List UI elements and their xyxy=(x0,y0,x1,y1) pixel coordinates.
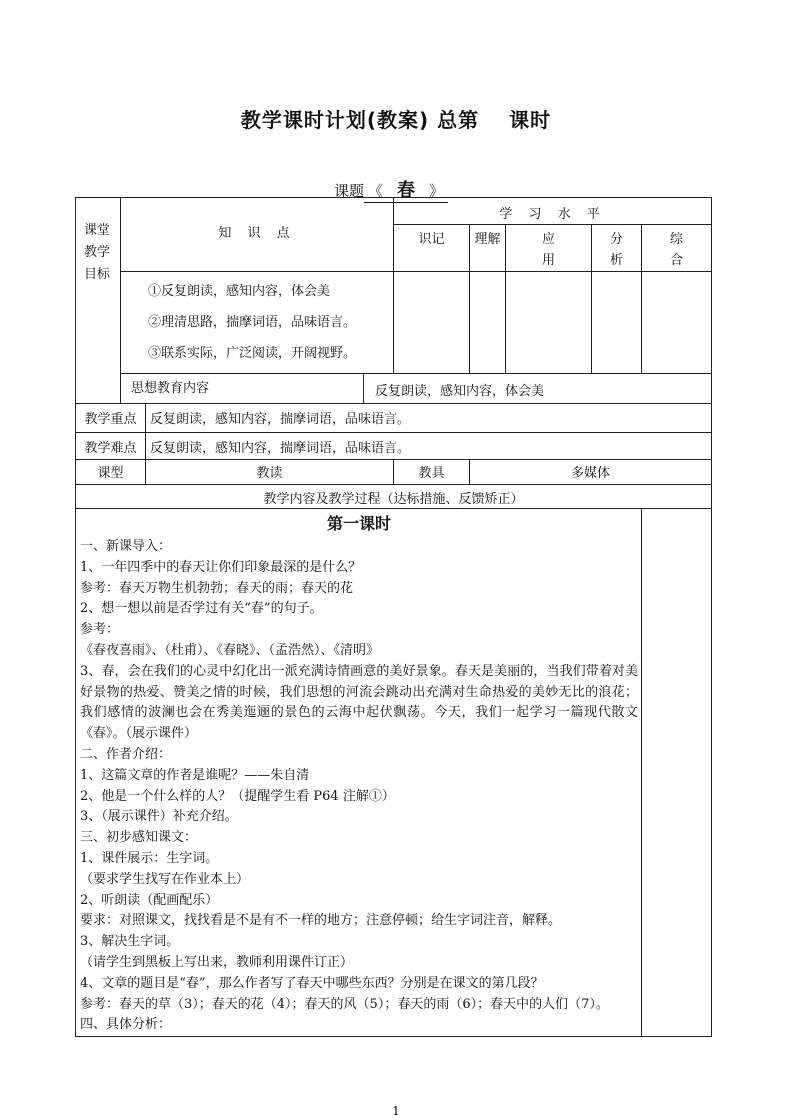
process-line: 2、想一想以前是否学过有关“春”的句子。 xyxy=(80,601,323,617)
process-line: 1、一年四季中的春天让你们印象最深的是什么？ xyxy=(80,559,362,575)
level-cell xyxy=(592,272,642,374)
knowledge-points-list xyxy=(121,272,394,374)
thought-education-label: 思想教育内容 xyxy=(121,374,364,404)
difficult-points-label: 教学难点 xyxy=(76,433,146,460)
process-line: 要求：对照课文，找找看是不是有不一样的地方；注意停顿；给生字词注音，解释。 xyxy=(80,913,562,929)
process-header: 教学内容及教学过程（达标措施、反馈矫正） xyxy=(76,485,712,509)
learning-level-header: 学 习 水 平 xyxy=(394,198,712,225)
level-cell xyxy=(506,272,592,374)
difficult-points-value: 反复朗读，感知内容，揣摩词语，品味语言。 xyxy=(146,433,712,460)
course-label: 课题 xyxy=(334,182,365,200)
knowledge-item: ②理清思路，揣摩词语，品味语言。 xyxy=(148,315,357,330)
process-side-column xyxy=(642,509,712,1037)
objectives-label: 课堂 教学 目标 xyxy=(76,198,121,404)
class-type-value: 教读 xyxy=(146,460,394,485)
process-line: 3、（展示课件）补充介绍。 xyxy=(80,809,238,825)
lesson-close-mark: 》 xyxy=(429,182,445,200)
page-number: 1 xyxy=(392,1104,400,1118)
process-line: 参考： xyxy=(80,622,120,638)
process-line: 2、听朗读（配画配乐） xyxy=(80,892,219,908)
teaching-tools-label: 教具 xyxy=(394,460,470,485)
process-line: 一、新课导入： xyxy=(80,539,172,554)
knowledge-item: ③联系实际，广泛阅读，开阔视野。 xyxy=(148,346,357,361)
lesson-open-mark: 《 xyxy=(368,182,384,200)
title-part2: 课时 xyxy=(509,108,552,132)
knowledge-points-header: 知 识 点 xyxy=(121,198,394,272)
process-line: 四、具体分析： xyxy=(80,1017,172,1033)
key-points-value: 反复朗读，感知内容，揣摩词语，品味语言。 xyxy=(146,404,712,433)
teaching-tools-value: 多媒体 xyxy=(470,460,712,485)
lesson-plan-table xyxy=(75,197,712,1037)
process-line: 参考：春天万物生机勃勃；春天的雨；春天的花 xyxy=(80,580,354,596)
key-points-label: 教学重点 xyxy=(76,404,146,433)
process-line: 3、解决生字词。 xyxy=(80,934,180,950)
page-title xyxy=(0,104,792,133)
level-apply: 应 用 xyxy=(506,225,592,272)
level-understand: 理解 xyxy=(470,225,506,272)
thought-education-value: 反复朗读，感知内容，体会美 xyxy=(364,374,712,404)
process-line: 三、初步感知课文： xyxy=(80,830,198,846)
level-cell xyxy=(470,272,506,374)
process-line: 二、作者介绍： xyxy=(80,746,172,762)
class-type-label: 课型 xyxy=(76,460,146,485)
level-analyze: 分 析 xyxy=(592,225,642,272)
process-line: 《春夜喜雨》、（杜甫）、《春晓》、（孟浩然）、《清明》 xyxy=(80,642,380,658)
title-part1: 教学课时计划(教案) 总第 xyxy=(240,108,480,132)
knowledge-item: ①反复朗读，感知内容，体会美 xyxy=(148,284,331,299)
lesson-section-title: 第一课时 xyxy=(327,514,392,533)
level-cell xyxy=(642,272,712,374)
process-line: （要求学生找写在作业本上） xyxy=(80,871,250,887)
level-synthesize: 综 合 xyxy=(642,225,712,272)
process-line: 2、他是一个什么样的人？（提醒学生看 P64 注解①） xyxy=(80,788,395,804)
process-line: （请学生到黑板上写出来，教师利用课件订正） xyxy=(80,954,354,970)
process-line: 1、课件展示：生字词。 xyxy=(80,850,219,866)
process-body xyxy=(76,509,642,1037)
process-line: 4、文章的题目是“春”，那么作者写了春天中哪些东西？分别是在课文的第几段？ xyxy=(80,975,544,991)
process-line: 参考：春天的草（3）；春天的花（4）；春天的风（5）；春天的雨（6）；春天中的人们（7）。 xyxy=(80,996,609,1012)
level-memorize: 识记 xyxy=(394,225,470,272)
process-line: 1、这篇文章的作者是谁呢？——朱自清 xyxy=(80,767,310,783)
level-cell xyxy=(394,272,470,374)
lesson-name: 春 xyxy=(397,180,416,201)
process-paragraph: 3、春，会在我们的心灵中幻化出一派充满诗情画意的美好景象。春天是美丽的，当我们带着对美好景物的热爱、赞美之情的时候，我们思想的河流会跳动出充满对生命热爱的美妙无比的浪花；我们感情的波澜也会在秀美迤逦的景色的云海中起伏飘荡。今天，我们一起学习一篇现代散文《春》。（展示课件） xyxy=(80,663,639,742)
